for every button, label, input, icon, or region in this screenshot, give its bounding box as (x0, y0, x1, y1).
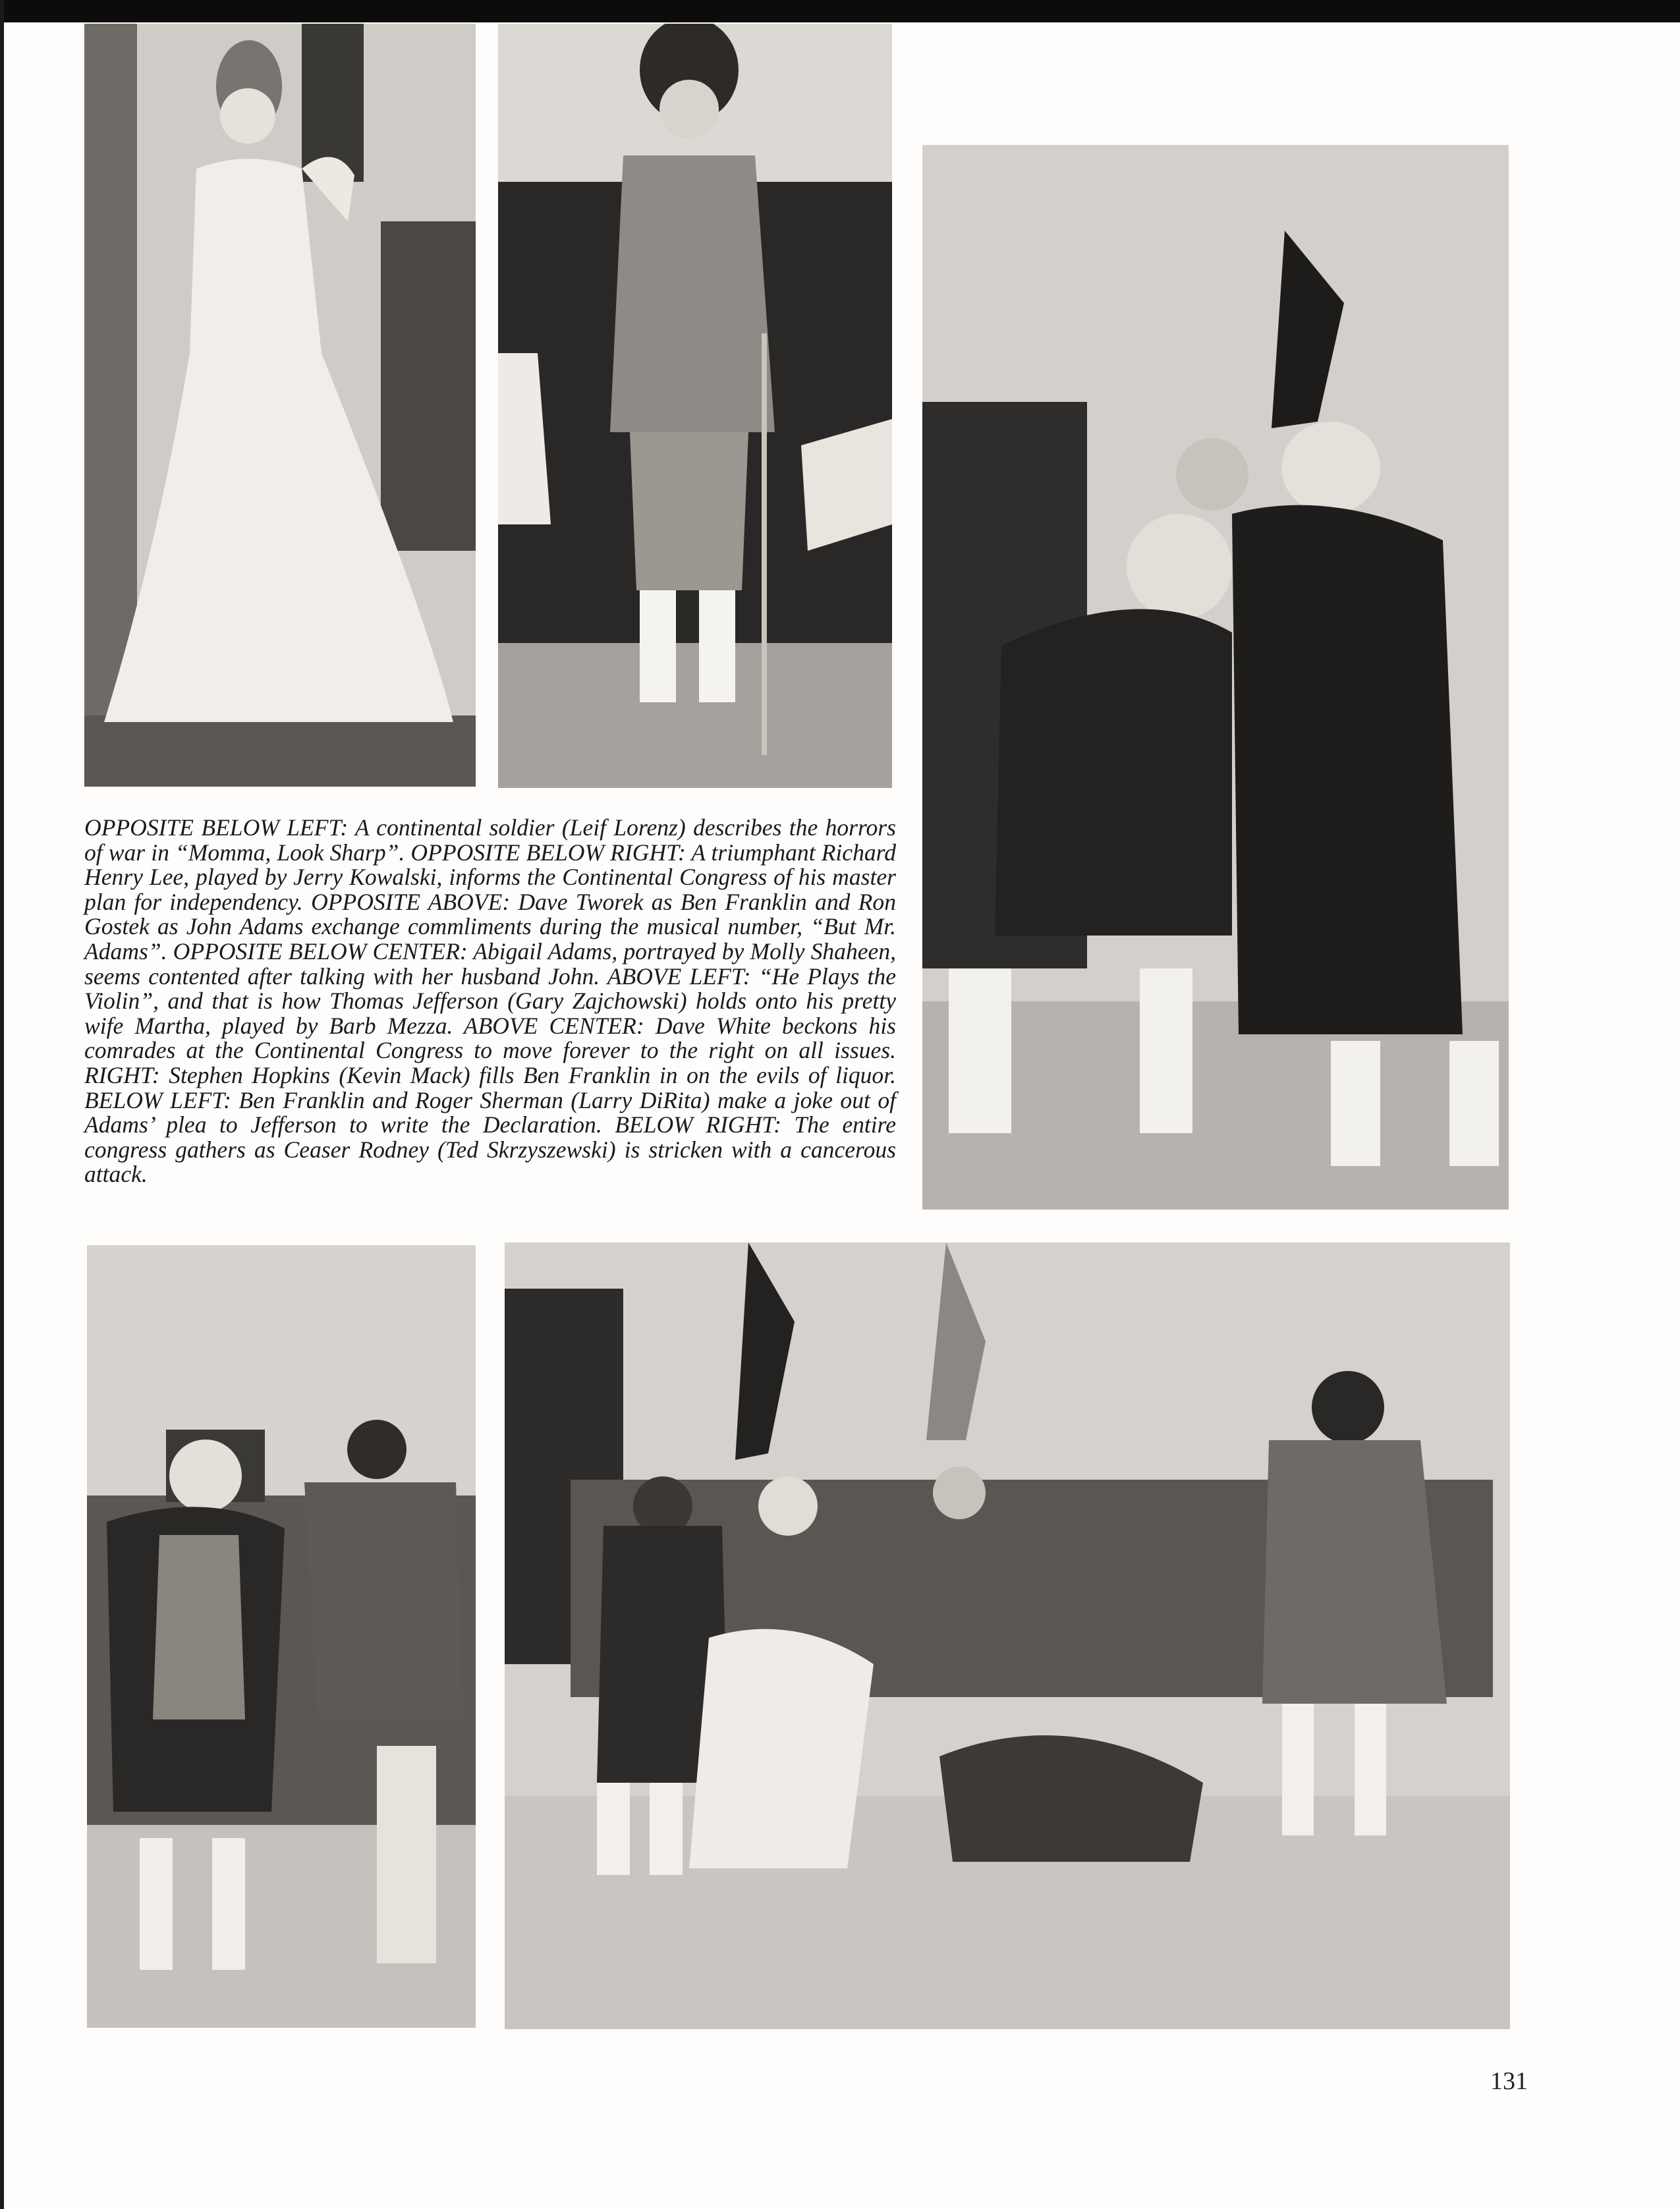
photo-below-left (87, 1245, 476, 2028)
photo-caption: OPPOSITE BELOW LEFT: A continental soldier (Leif Lorenz) describes the horrors of war in “Momma, Look Sharp”. OPPOSITE BELOW RIGHT: A triumphant Richard Henry Lee, played by Jerry Kowalski, informs the Continental Congress of his master plan for independency. OPPOSITE ABOVE: Dave Tworek as Ben Franklin and Ron Gostek as John Adams exchange commliments during the musical number, “But Mr. Adams”. OPPOSITE BELOW CENTER: Abigail Adams, portrayed by Molly Shaheen, seems contented after talking with her husband John. ABOVE LEFT: “He Plays the Violin”, and that is how Thomas Jefferson (Gary Zajchowski) holds onto his pretty wife Martha, played by Barb Mezza. ABOVE CENTER: Dave White beckons his comrades at the Continental Congress to move forever to the right on all issues. RIGHT: Stephen Hopkins (Kevin Mack) fills Ben Franklin in on the evils of liquor. BELOW LEFT: Ben Franklin and Roger Sherman (Larry DiRita) make a joke out of Adams’ plea to Jefferson to write the Declaration. BELOW RIGHT: The entire congress gathers as Ceaser Rodney (Ted Skrzyszewski) is stricken with a cancerous attack. (84, 814, 896, 1188)
photo-below-right (505, 1243, 1510, 2029)
photo-right (922, 145, 1509, 1210)
scan-left-edge (0, 0, 4, 2209)
photo-above-left (84, 24, 476, 787)
photo-above-center (498, 24, 892, 788)
page-number: 131 (1490, 2067, 1528, 2095)
scan-top-border (0, 0, 1680, 22)
